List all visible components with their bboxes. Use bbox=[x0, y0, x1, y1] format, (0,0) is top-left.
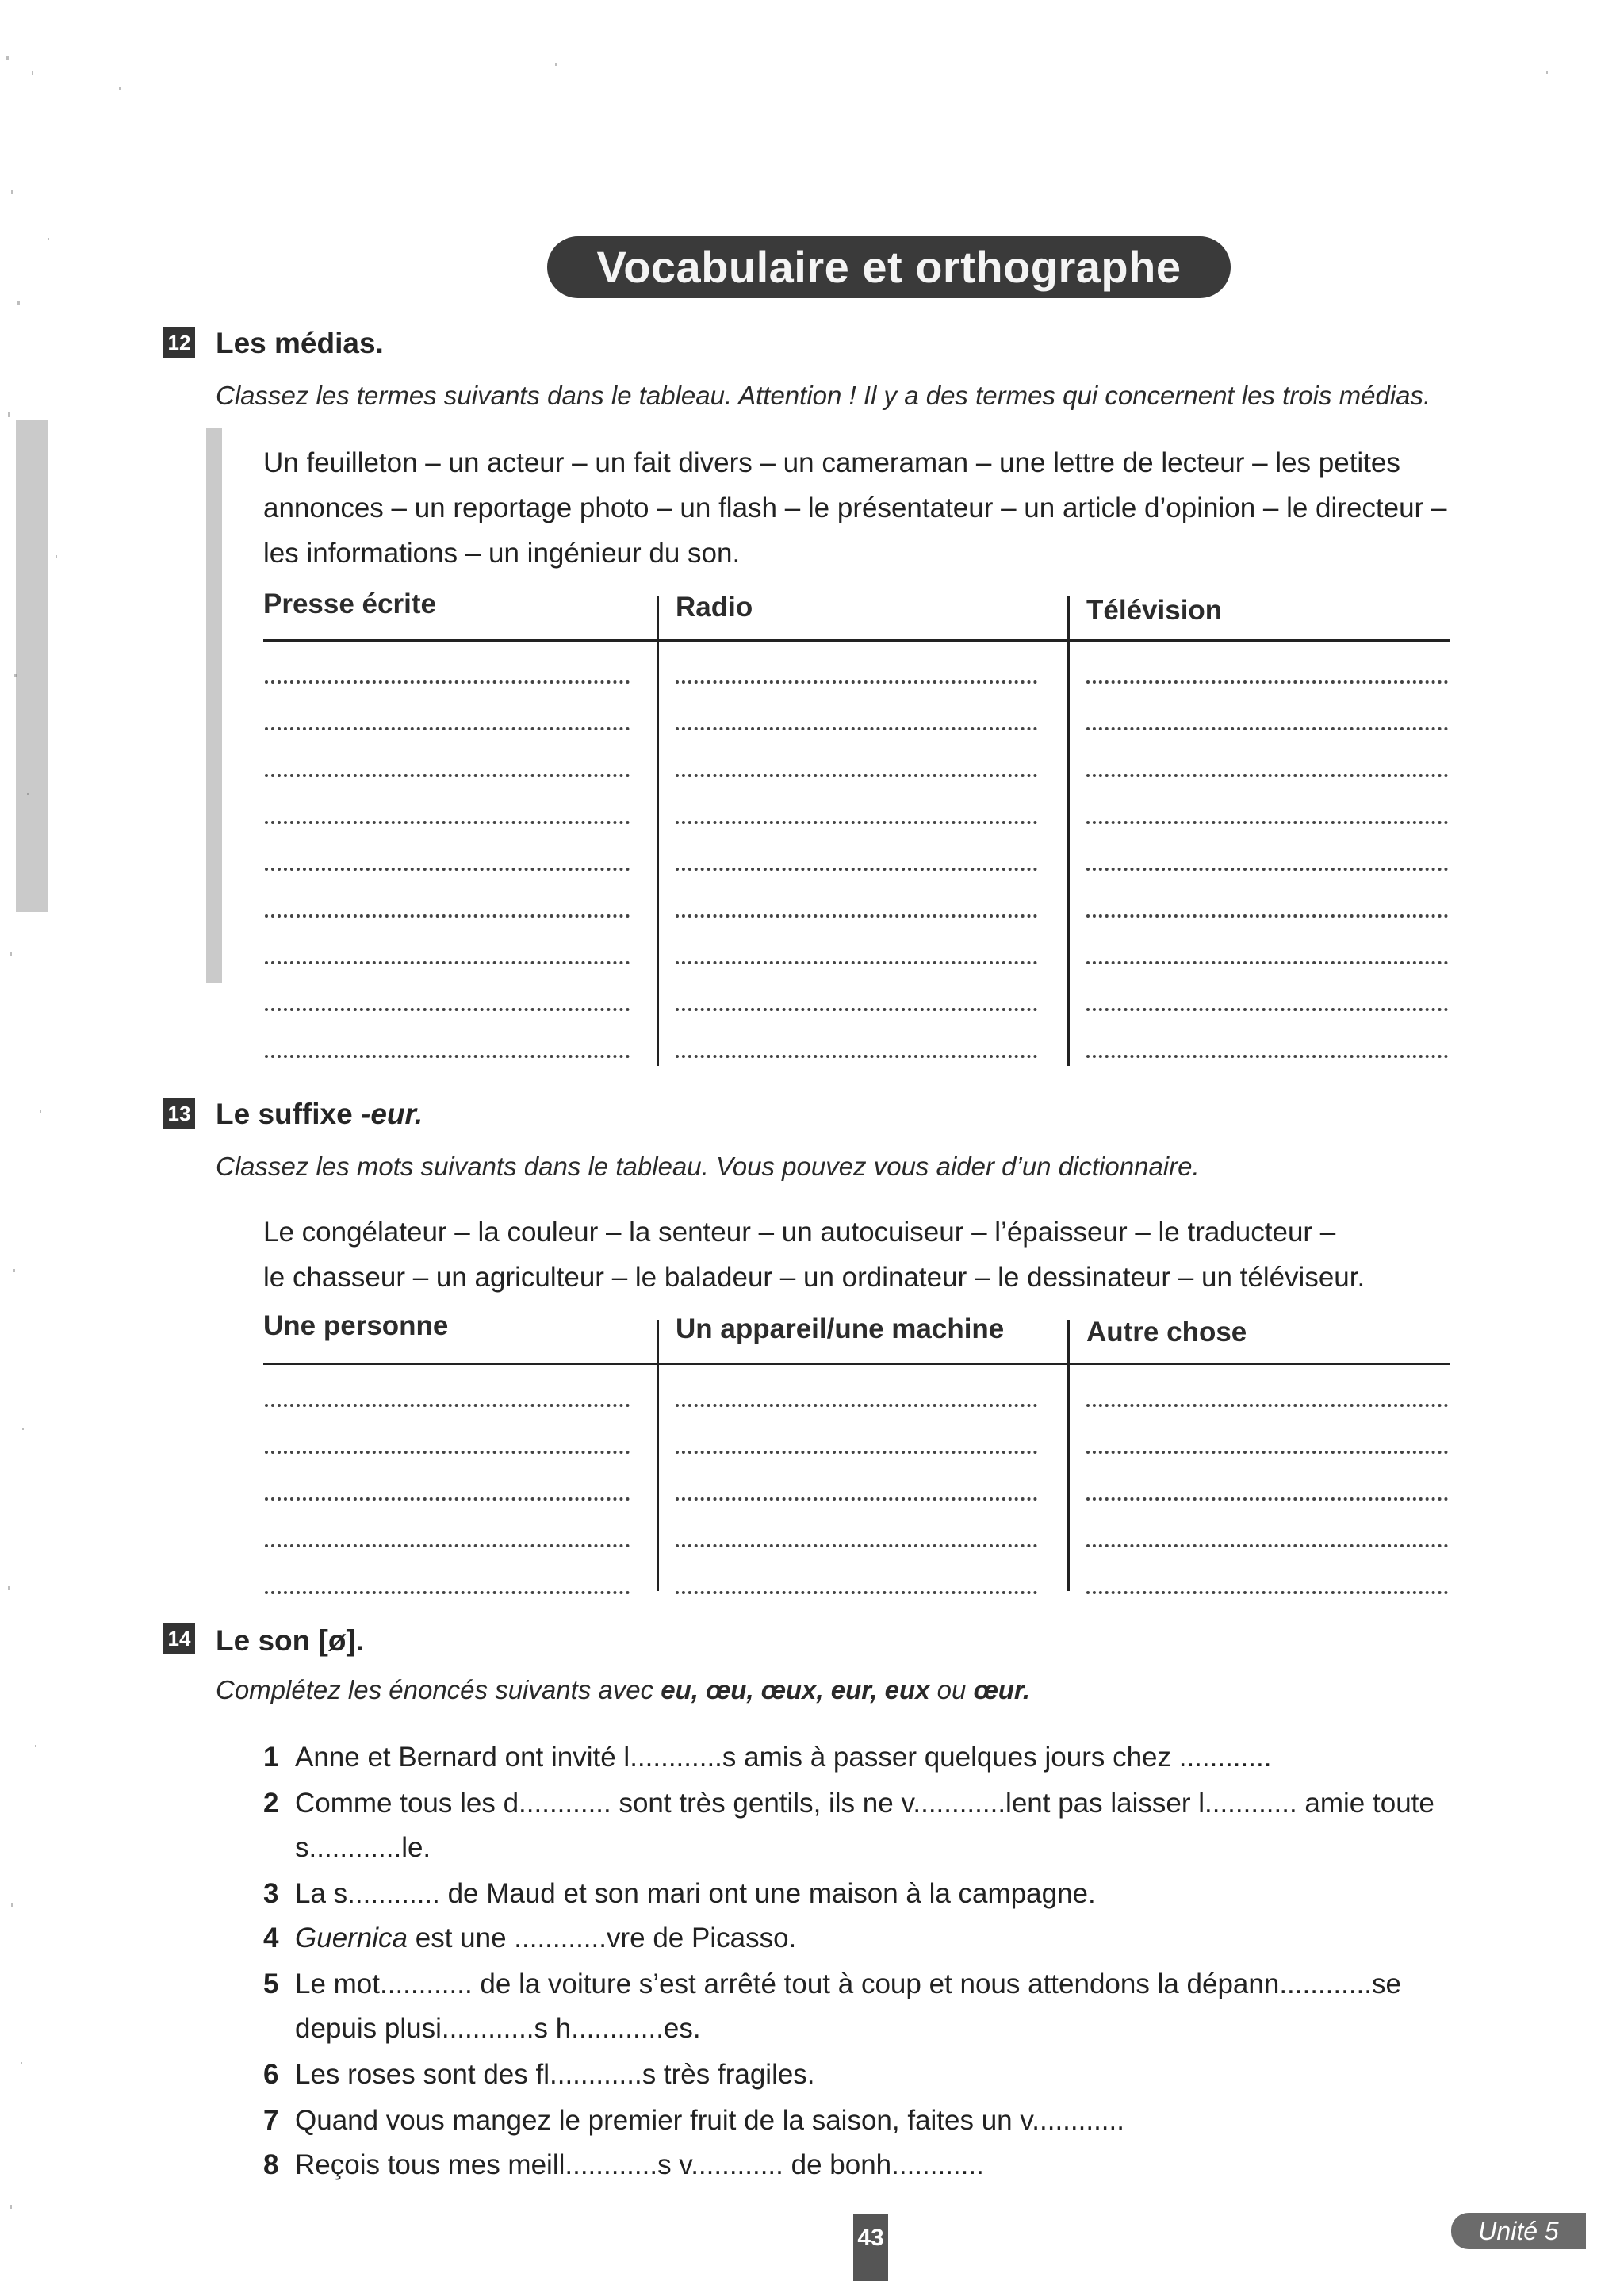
answer-dotted-line[interactable] bbox=[265, 868, 630, 871]
exercise-number-badge: 13 bbox=[163, 1098, 195, 1129]
answer-dotted-line[interactable] bbox=[676, 868, 1037, 871]
word-list bbox=[263, 440, 1446, 576]
answer-dotted-line[interactable] bbox=[676, 774, 1037, 777]
exercise-instruction: Classez les termes suivants dans le tableau. Attention ! Il y a des termes qui concernent les trois médias. bbox=[216, 381, 1431, 410]
item-text: Reçois tous mes meill............s v............ de bonh............ bbox=[295, 2149, 984, 2180]
answer-dotted-line[interactable] bbox=[265, 680, 630, 684]
answer-dotted-line[interactable] bbox=[676, 1591, 1037, 1594]
exercise-number-badge: 12 bbox=[163, 327, 195, 358]
answer-dotted-line[interactable] bbox=[1086, 821, 1448, 824]
header-rule bbox=[263, 1363, 1450, 1365]
instruction-options: eu, œu, œux, eur, eux bbox=[661, 1675, 930, 1704]
column-header: Radio bbox=[676, 592, 753, 623]
answer-dotted-line[interactable] bbox=[676, 914, 1037, 918]
exercise-title bbox=[216, 1098, 423, 1131]
column-divider bbox=[657, 596, 659, 1066]
title-text: Le suffixe bbox=[216, 1098, 361, 1130]
exercise-item bbox=[263, 1969, 1401, 2000]
word-line: Le congélateur – la couleur – la senteur – un autocuiseur – l’épaisseur – le traducteur – bbox=[263, 1217, 1336, 1248]
exercise-item bbox=[263, 2105, 1124, 2137]
item-number: 8 bbox=[263, 2149, 279, 2180]
exercise-item bbox=[263, 2059, 815, 2091]
exercise-item bbox=[263, 1788, 1434, 1819]
word-line: Un feuilleton – un acteur – un fait divers – un cameraman – une lettre de lecteur – les petites bbox=[263, 447, 1400, 478]
column-divider bbox=[1067, 1320, 1070, 1591]
item-number: 7 bbox=[263, 2105, 279, 2136]
item-number: 2 bbox=[263, 1788, 279, 1819]
answer-dotted-line[interactable] bbox=[676, 1008, 1037, 1011]
answer-dotted-line[interactable] bbox=[265, 1591, 630, 1594]
item-text: est une ............vre de Picasso. bbox=[408, 1923, 797, 1953]
exercise-title: Les médias. bbox=[216, 327, 384, 359]
answer-dotted-line[interactable] bbox=[676, 1497, 1037, 1501]
answer-dotted-line[interactable] bbox=[1086, 1591, 1448, 1594]
instruction-text: Complétez les énoncés suivants avec bbox=[216, 1675, 661, 1704]
answer-dotted-line[interactable] bbox=[265, 1404, 630, 1407]
answer-dotted-line[interactable] bbox=[1086, 727, 1448, 730]
answer-dotted-line[interactable] bbox=[1086, 680, 1448, 684]
item-number: 4 bbox=[263, 1923, 279, 1953]
answer-dotted-line[interactable] bbox=[265, 727, 630, 730]
item-text: Anne et Bernard ont invité l............s amis à passer quelques jours chez ............ bbox=[295, 1742, 1272, 1773]
column-header: Un appareil/une machine bbox=[676, 1313, 1005, 1344]
column-header: Télévision bbox=[1086, 595, 1223, 626]
item-number: 6 bbox=[263, 2059, 279, 2090]
column-divider bbox=[657, 1320, 659, 1591]
column-header: Autre chose bbox=[1086, 1317, 1247, 1348]
exercise-item bbox=[263, 1742, 1271, 1773]
unit-label: Unité 5 bbox=[1451, 2213, 1586, 2249]
answer-dotted-line[interactable] bbox=[676, 1404, 1037, 1407]
answer-dotted-line[interactable] bbox=[676, 680, 1037, 684]
answer-dotted-line[interactable] bbox=[1086, 914, 1448, 918]
exercise-number-badge: 14 bbox=[163, 1623, 195, 1654]
exercise-item-continuation: depuis plusi............s h............es. bbox=[295, 2013, 701, 2044]
answer-dotted-line[interactable] bbox=[265, 1008, 630, 1011]
word-line: les informations – un ingénieur du son. bbox=[263, 538, 741, 569]
item-number: 3 bbox=[263, 1878, 279, 1909]
answer-dotted-line[interactable] bbox=[1086, 1404, 1448, 1407]
answer-dotted-line[interactable] bbox=[265, 914, 630, 918]
answer-dotted-line[interactable] bbox=[676, 821, 1037, 824]
answer-dotted-line[interactable] bbox=[265, 1497, 630, 1501]
item-text: Comme tous les d............ sont très gentils, ils ne v............lent pas laisser l............ amie toute bbox=[295, 1788, 1434, 1819]
item-text: La s............ de Maud et son mari ont une maison à la campagne. bbox=[295, 1878, 1096, 1909]
answer-dotted-line[interactable] bbox=[676, 727, 1037, 730]
answer-dotted-line[interactable] bbox=[676, 961, 1037, 964]
item-number: 1 bbox=[263, 1742, 279, 1773]
word-list bbox=[263, 1210, 1365, 1300]
title-suffix: -eur. bbox=[361, 1098, 423, 1130]
answer-dotted-line[interactable] bbox=[265, 1451, 630, 1454]
item-number: 5 bbox=[263, 1969, 279, 1999]
section-banner: Vocabulaire et orthographe bbox=[547, 236, 1231, 298]
item-text: Le mot............ de la voiture s’est arrêté tout à coup et nous attendons la dépann............se bbox=[295, 1969, 1401, 1999]
page-number: 43 bbox=[853, 2214, 888, 2281]
column-header: Une personne bbox=[263, 1310, 449, 1341]
exercise-item bbox=[263, 1923, 796, 1954]
column-header: Presse écrite bbox=[263, 588, 436, 619]
answer-dotted-line[interactable] bbox=[265, 821, 630, 824]
exercise-item bbox=[263, 2149, 984, 2181]
answer-dotted-line[interactable] bbox=[1086, 1497, 1448, 1501]
answer-dotted-line[interactable] bbox=[1086, 1544, 1448, 1547]
answer-dotted-line[interactable] bbox=[265, 1055, 630, 1058]
exercise-item bbox=[263, 1878, 1096, 1910]
answer-dotted-line[interactable] bbox=[265, 1544, 630, 1547]
answer-dotted-line[interactable] bbox=[676, 1055, 1037, 1058]
answer-dotted-line[interactable] bbox=[265, 774, 630, 777]
answer-dotted-line[interactable] bbox=[1086, 1451, 1448, 1454]
answer-dotted-line[interactable] bbox=[676, 1544, 1037, 1547]
header-rule bbox=[263, 639, 1450, 642]
item-text: Les roses sont des fl............s très fragiles. bbox=[295, 2059, 815, 2090]
exercise-title: Le son [ø]. bbox=[216, 1624, 365, 1657]
exercise-item-continuation: s............le. bbox=[295, 1832, 431, 1863]
item-text: Quand vous mangez le premier fruit de la saison, faites un v............ bbox=[295, 2105, 1124, 2136]
exercise-instruction bbox=[216, 1675, 1030, 1705]
answer-dotted-line[interactable] bbox=[1086, 1008, 1448, 1011]
answer-dotted-line[interactable] bbox=[1086, 774, 1448, 777]
word-line: le chasseur – un agriculteur – le baladeur – un ordinateur – le dessinateur – un téléviseur. bbox=[263, 1262, 1365, 1293]
column-divider bbox=[1067, 596, 1070, 1066]
answer-dotted-line[interactable] bbox=[1086, 868, 1448, 871]
instruction-options: œur. bbox=[973, 1675, 1031, 1704]
instruction-text: ou bbox=[929, 1675, 974, 1704]
answer-dotted-line[interactable] bbox=[1086, 961, 1448, 964]
word-line: annonces – un reportage photo – un flash – le présentateur – un article d’opinion – le directeur – bbox=[263, 493, 1447, 523]
answer-dotted-line[interactable] bbox=[1086, 1055, 1448, 1058]
exercise-instruction: Classez les mots suivants dans le tableau. Vous pouvez vous aider d’un dictionnaire. bbox=[216, 1152, 1200, 1181]
item-italic-title: Guernica bbox=[295, 1923, 408, 1953]
answer-dotted-line[interactable] bbox=[676, 1451, 1037, 1454]
answer-dotted-line[interactable] bbox=[265, 961, 630, 964]
